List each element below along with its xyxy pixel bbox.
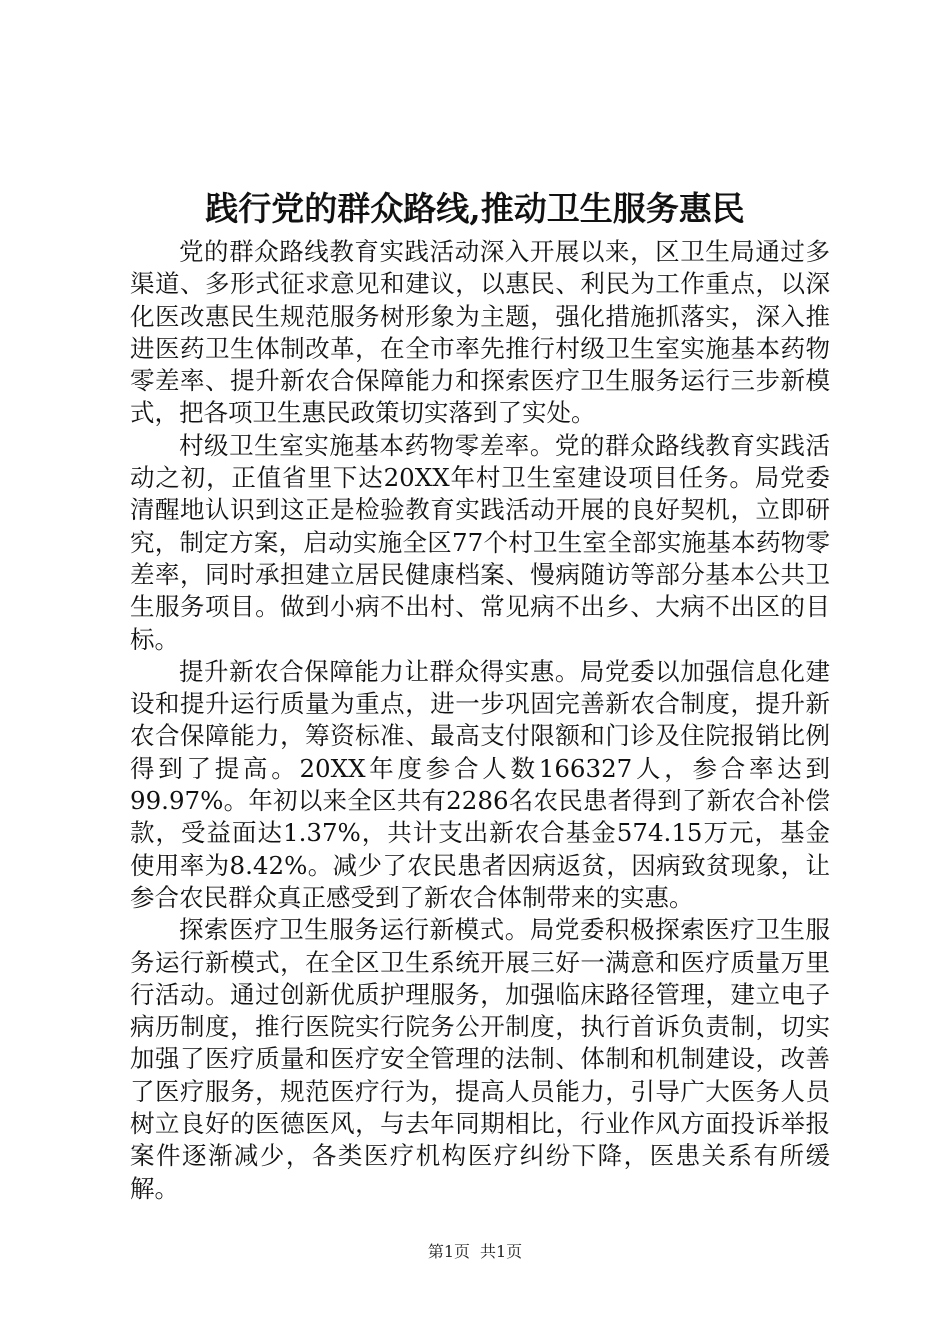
page-total: 共1页: [480, 1242, 523, 1261]
paragraph: 村级卫生室实施基本药物零差率。党的群众路线教育实践活动之初，正值省里下达20XX年村卫生室建设项目任务。局党委清醒地认识到这正是检验教育实践活动开展的良好契机，立即研究，制定方案，启动实施全区77个村卫生室全部实施基本药物零差率，同时承担建立居民健康档案、慢病随访等部分基本公共卫生服务项目。做到小病不出村、常见病不出乡、大病不出区的目标。: [130, 430, 830, 654]
document-title: 践行党的群众路线,推动卫生服务惠民: [205, 189, 745, 228]
page-number: 第1页: [427, 1242, 470, 1261]
paragraph: 党的群众路线教育实践活动深入开展以来，区卫生局通过多渠道、多形式征求意见和建议，以惠民、利民为工作重点，以深化医改惠民生规范服务树形象为主题，强化措施抓落实，深入推进医药卫生体制改革，在全市率先推行村级卫生室实施基本药物零差率、提升新农合保障能力和探索医疗卫生服务运行三步新模式，把各项卫生惠民政策切实落到了实处。: [130, 237, 830, 428]
paragraph: 提升新农合保障能力让群众得实惠。局党委以加强信息化建设和提升运行质量为重点，进一步巩固完善新农合制度，提升新农合保障能力，筹资标准、最高支付限额和门诊及住院报销比例得到了提高。20XX年度参合人数166327人，参合率达到99.97%。年初以来全区共有2286名农民患者得到了新农合补偿款，受益面达1.37%，共计支出新农合基金574.15万元，基金使用率为8.42%。减少了农民患者因病返贫，因病致贫现象，让参合农民群众真正感受到了新农合体制带来的实惠。: [130, 656, 830, 912]
page-footer: [0, 1240, 950, 1264]
document-body: [130, 236, 830, 1205]
paragraph: 探索医疗卫生服务运行新模式。局党委积极探索医疗卫生服务运行新模式，在全区卫生系统开展三好一满意和医疗质量万里行活动。通过创新优质护理服务，加强临床路径管理，建立电子病历制度，推行医院实行院务公开制度，执行首诉负责制，切实加强了医疗质量和医疗安全管理的法制、体制和机制建设，改善了医疗服务，规范医疗行为，提高人员能力，引导广大医务人员树立良好的医德医风，与去年同期相比，行业作风方面投诉举报案件逐渐减少，各类医疗机构医疗纠纷下降，医患关系有所缓解。: [130, 915, 830, 1203]
